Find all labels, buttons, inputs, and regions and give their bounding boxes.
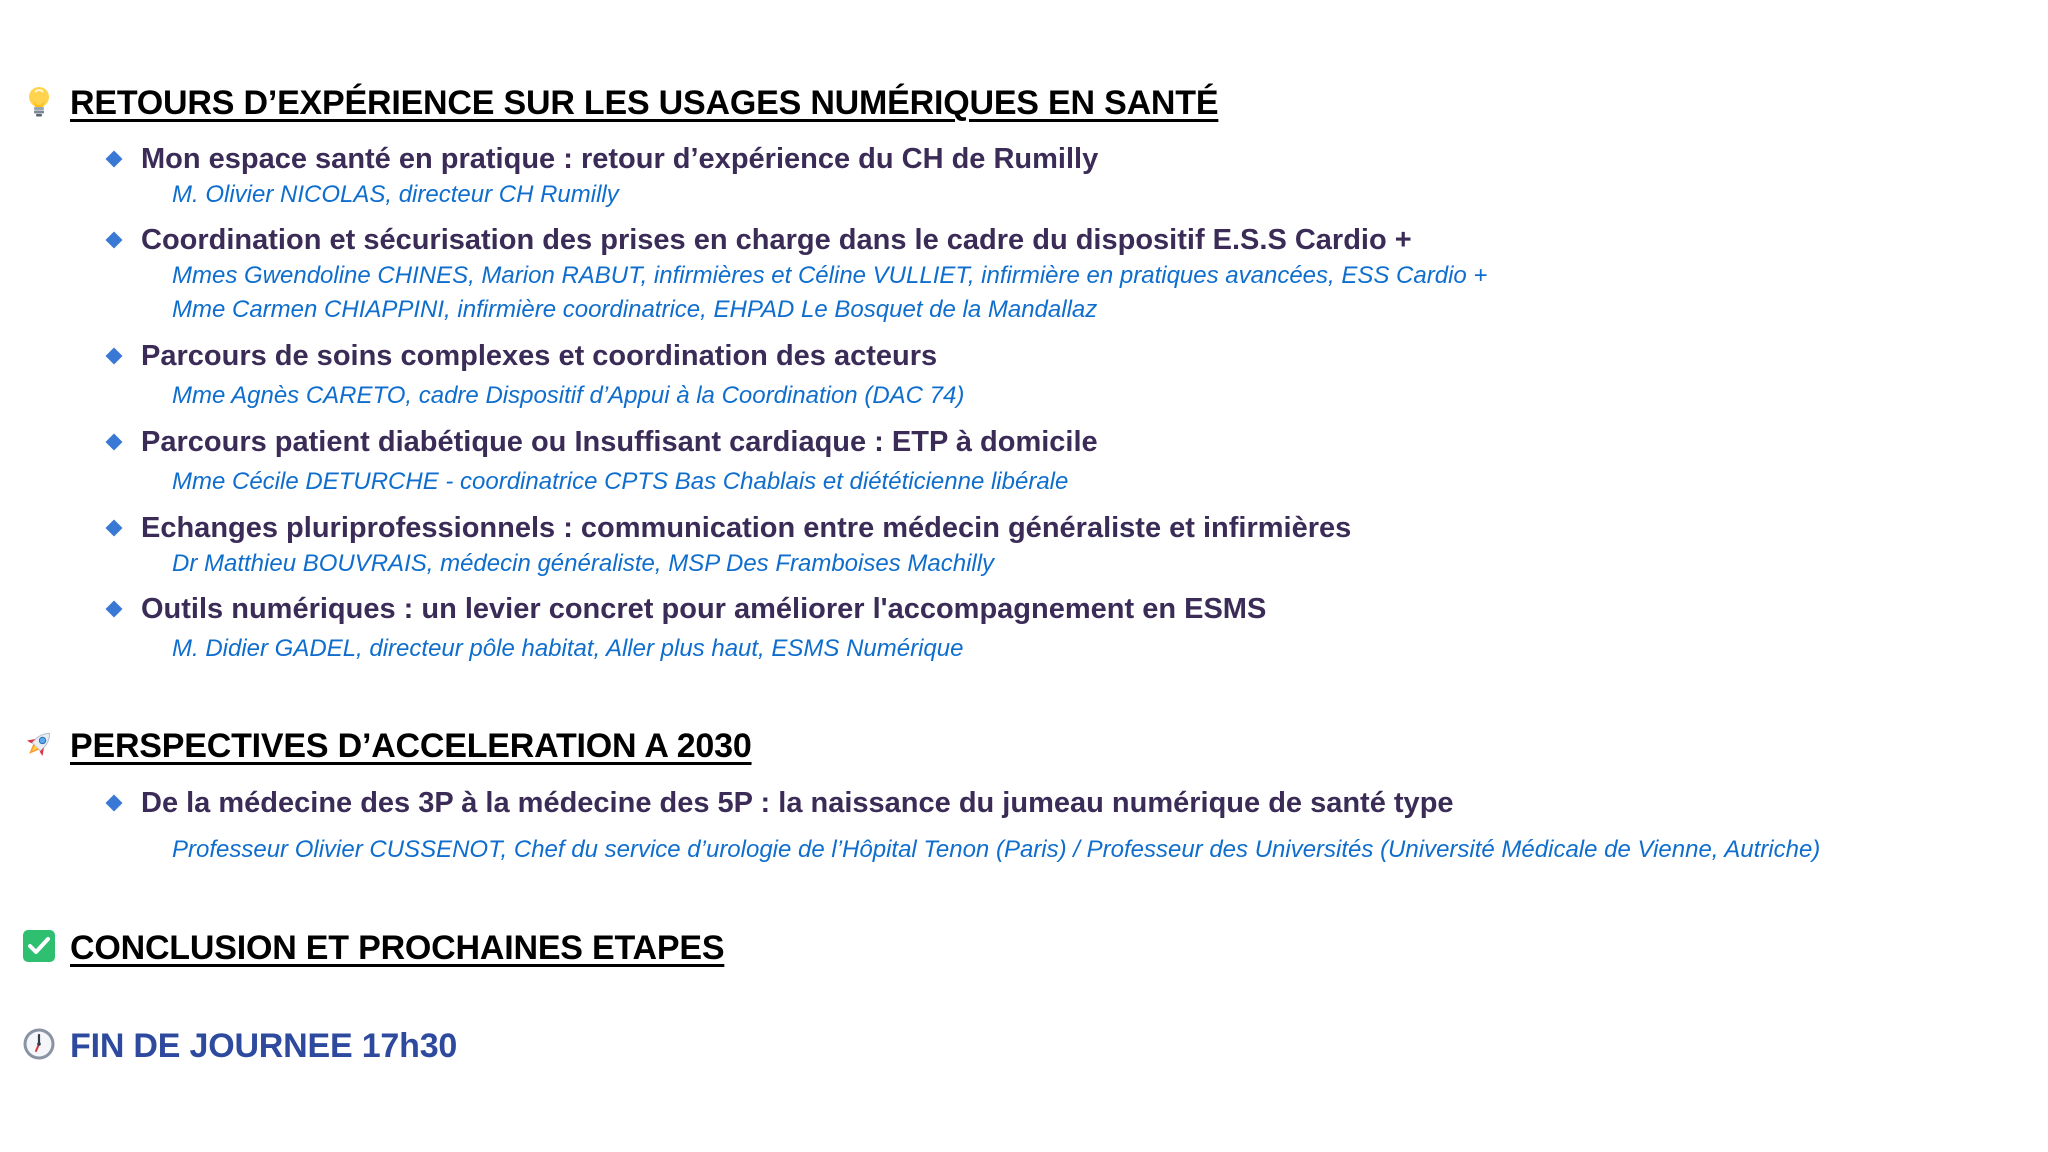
agenda-item-speaker: Mme Carmen CHIAPPINI, infirmière coordinatrice, EHPAD Le Bosquet de la Mandallaz [172, 296, 1098, 323]
end-of-day-label: FIN DE JOURNEE 17h30 [70, 1027, 458, 1065]
bullet-icon [106, 348, 123, 365]
rocket-icon [22, 727, 56, 761]
agenda-item-speaker: M. Didier GADEL, directeur pôle habitat, Aller plus haut, ESMS Numérique [172, 635, 964, 662]
agenda-item-title: Parcours de soins complexes et coordination des acteurs [141, 340, 938, 372]
agenda-item-title: Echanges pluriprofessionnels : communication entre médecin généraliste et infirmières [141, 512, 1352, 544]
agenda-item-title: Coordination et sécurisation des prises en charge dans le cadre du dispositif E.S.S Cardio + [141, 224, 1412, 256]
section-title-perspectives: PERSPECTIVES D’ACCELERATION A 2030 [70, 727, 752, 765]
agenda-item-speaker: Mme Agnès CARETO, cadre Dispositif d’Appui à la Coordination (DAC 74) [172, 382, 965, 409]
section-title-retours: RETOURS D’EXPÉRIENCE SUR LES USAGES NUMÉRIQUES EN SANTÉ [70, 84, 1219, 122]
agenda-item-speaker: Professeur Olivier CUSSENOT, Chef du service d’urologie de l’Hôpital Tenon (Paris) / Professeur des Universités (Université Médicale de Vienne, Autriche) [172, 836, 1821, 863]
check-mark-icon [22, 929, 56, 963]
agenda-item-title: Outils numériques : un levier concret pour améliorer l'accompagnement en ESMS [141, 593, 1267, 625]
clock-icon [22, 1027, 56, 1061]
agenda-item-title: Mon espace santé en pratique : retour d’expérience du CH de Rumilly [141, 143, 1099, 175]
agenda-item-title: De la médecine des 3P à la médecine des 5P : la naissance du jumeau numérique de santé type [141, 787, 1454, 819]
agenda-item-speaker: Dr Matthieu BOUVRAIS, médecin généraliste, MSP Des Framboises Machilly [172, 550, 995, 577]
agenda-item-speaker: M. Olivier NICOLAS, directeur CH Rumilly [172, 181, 619, 208]
bullet-icon [106, 434, 123, 451]
bullet-icon [106, 601, 123, 618]
lightbulb-icon [22, 84, 56, 118]
agenda-item-speaker: Mme Cécile DETURCHE - coordinatrice CPTS Bas Chablais et diététicienne libérale [172, 468, 1069, 495]
agenda-item-title: Parcours patient diabétique ou Insuffisant cardiaque : ETP à domicile [141, 426, 1098, 458]
agenda-item-speaker: Mmes Gwendoline CHINES, Marion RABUT, infirmières et Céline VULLIET, infirmière en pratiques avancées, ESS Cardio + [172, 262, 1488, 289]
bullet-icon [106, 795, 123, 812]
bullet-icon [106, 232, 123, 249]
bullet-icon [106, 520, 123, 537]
bullet-icon [106, 151, 123, 168]
section-title-conclusion: CONCLUSION ET PROCHAINES ETAPES [70, 929, 725, 967]
